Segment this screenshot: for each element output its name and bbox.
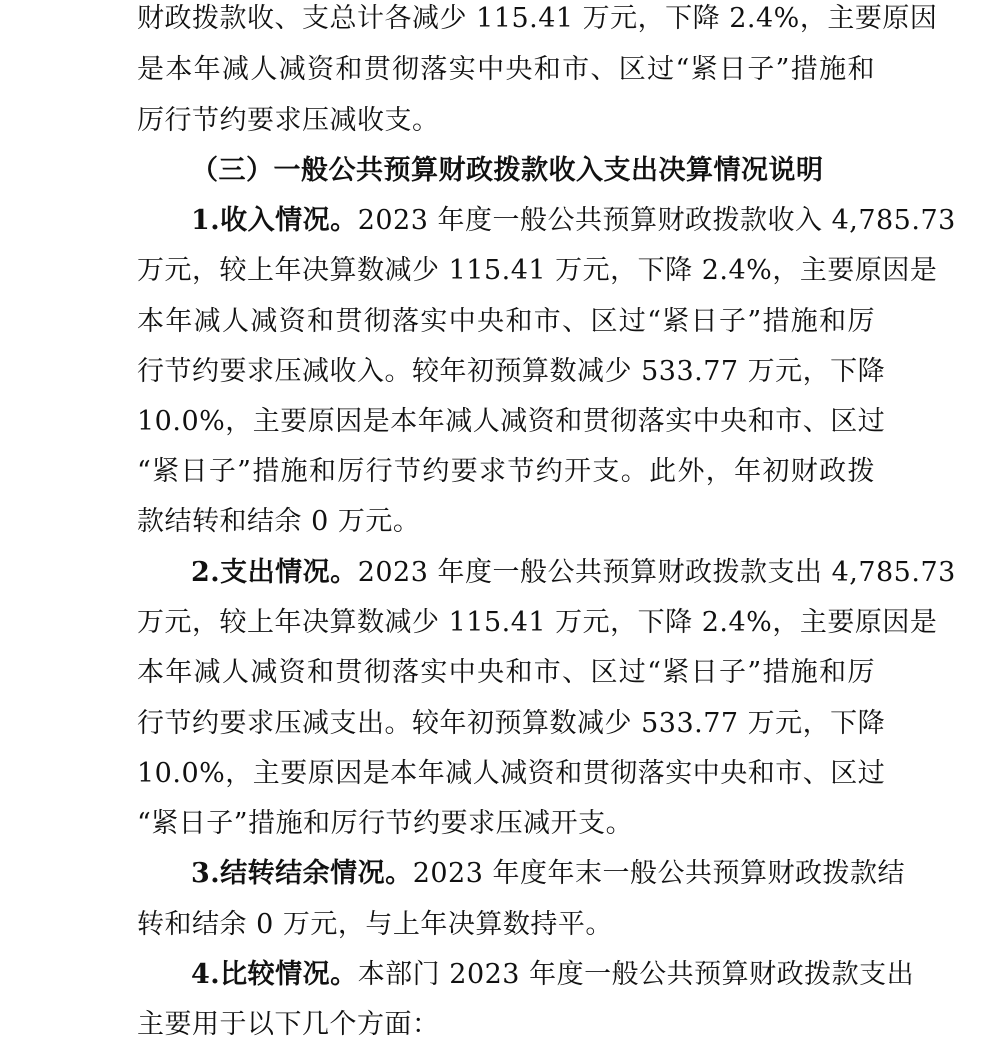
- p2-line-4: 行节约要求压减支出。较年初预算数减少 533.77 万元，下降: [137, 708, 886, 739]
- p3-line-2: 转和结余 0 万元，与上年决算数持平。: [137, 909, 613, 940]
- p3-line-1: [137, 849, 905, 899]
- intro-line-2: 是本年减人减资和贯彻落实中央和市、区过“紧日子”措施和: [137, 54, 875, 85]
- intro-line-1: 财政拨款收、支总计各减少 115.41 万元，下降 2.4%，主要原因: [137, 3, 938, 34]
- p2-line-6: “紧日子”措施和厉行节约要求压减开支。: [137, 808, 634, 839]
- p1-lead: 1.收入情况。: [191, 205, 358, 236]
- intro-line-3: 厉行节约要求压减收支。: [137, 105, 440, 136]
- p4-lead: 4.比较情况。: [191, 959, 358, 990]
- p1-line-1: [137, 196, 956, 246]
- p2-lead: 2.支出情况。: [191, 557, 358, 588]
- p2-line-3: 本年减人减资和贯彻落实中央和市、区过“紧日子”措施和厉: [137, 657, 875, 688]
- p4-line-2: 主要用于以下几个方面：: [137, 1009, 440, 1040]
- p3-lead: 3.结转结余情况。: [191, 858, 413, 889]
- p2-line-1-text: 2023 年度一般公共预算财政拨款支出 4,785.73: [357, 557, 956, 588]
- p1-line-7: 款结转和结余 0 万元。: [137, 506, 421, 537]
- p1-line-3: 本年减人减资和贯彻落实中央和市、区过“紧日子”措施和厉: [137, 306, 875, 337]
- p2-line-1: [137, 548, 956, 598]
- p1-line-4: 行节约要求压减收入。较年初预算数减少 533.77 万元，下降: [137, 356, 886, 387]
- section-heading: （三）一般公共预算财政拨款收入支出决算情况说明: [191, 155, 824, 186]
- p1-line-2: 万元，较上年决算数减少 115.41 万元，下降 2.4%，主要原因是: [137, 255, 938, 286]
- p4-line-1-text: 本部门 2023 年度一般公共预算财政拨款支出: [357, 959, 915, 990]
- p1-line-1-text: 2023 年度一般公共预算财政拨款收入 4,785.73: [357, 205, 956, 236]
- p2-line-2: 万元，较上年决算数减少 115.41 万元，下降 2.4%，主要原因是: [137, 607, 938, 638]
- p4-line-1: [137, 950, 915, 1000]
- p1-line-6: “紧日子”措施和厉行节约要求节约开支。此外，年初财政拨: [137, 456, 875, 487]
- p2-line-5: 10.0%，主要原因是本年减人减资和贯彻落实中央和市、区过: [137, 758, 886, 789]
- p3-line-1-text: 2023 年度年末一般公共预算财政拨款结: [412, 858, 905, 889]
- p1-line-5: 10.0%，主要原因是本年减人减资和贯彻落实中央和市、区过: [137, 406, 886, 437]
